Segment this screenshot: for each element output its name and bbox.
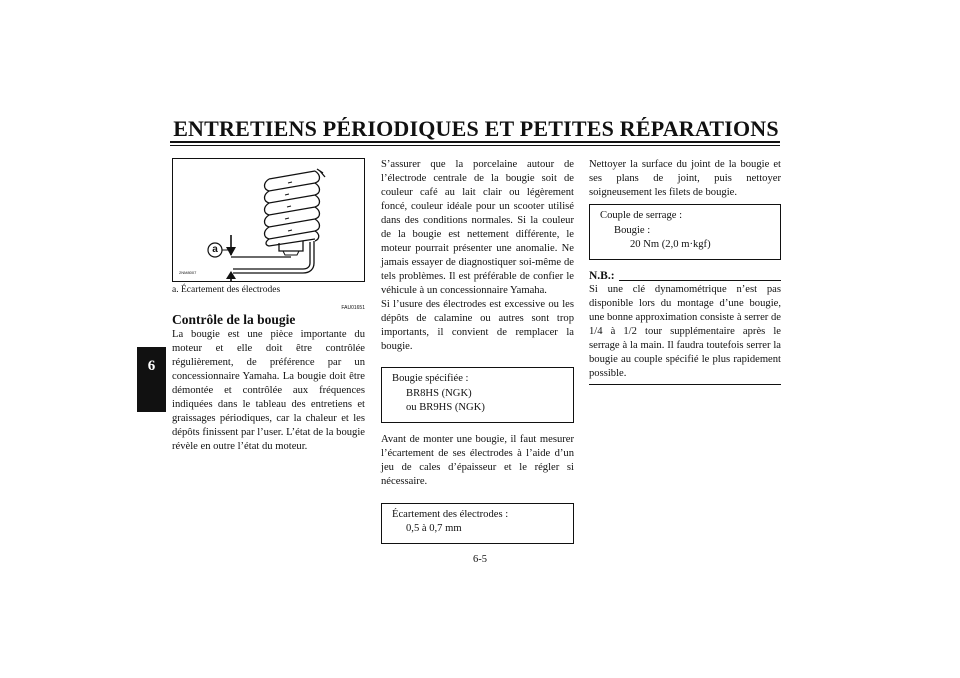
spec-plug-label: Bougie spécifiée : <box>392 373 469 384</box>
spec-box-plug <box>381 367 574 423</box>
section-ref-code: FAU01651 <box>341 305 365 311</box>
section-intro: La bougie est une pièce importante du moteur et elle doit être contrôlée régulièrement, de préférence par un concessionnaire Yamaha. La bougie doit être démontée et contrôlée aux fréquences indiquées dans le tableau des entretiens et graissages périodiques, car la chaleur et les dépôts finissent par l’user. L’état de la bougie révèle en outre l’état du moteur. <box>172 329 365 452</box>
section-title: Contrôle de la bougie <box>172 312 296 327</box>
paragraph-porcelain: S’assurer que la porcelaine autour de l’électrode centrale de la bougie soit de couleur café au lait clair ou légèrement foncé, couleur idéale pour un scooter utilisé dans des conditions normales. Si la couleur de la bougie est nettement différente, le moteur pourrait présenter une anomalie. Ne jamais essayer de diagnostiquer soi-même de tels problèmes. Il est préférable de confier le véhicule à un concessionnaire Yamaha. <box>381 159 574 296</box>
figure-callout: a <box>212 244 218 255</box>
note-label: N.B.: <box>589 269 615 282</box>
spec-box-torque <box>589 204 781 260</box>
paragraph-clean: Nettoyer la surface du joint de la bougie et ses plans de joint, puis nettoyer soigneusement les filets de bougie. <box>589 159 781 198</box>
page-number: 6-5 <box>473 554 487 565</box>
chapter-tab: 6 <box>137 347 166 412</box>
torque-item: Bougie : <box>614 224 651 236</box>
note-rule <box>619 280 781 281</box>
spec-gap-value: 0,5 à 0,7 mm <box>406 523 462 534</box>
header-rule-thin <box>170 145 780 146</box>
note-heading <box>589 270 781 283</box>
column-left <box>172 158 365 454</box>
column-right <box>589 158 781 385</box>
spec-gap-label: Écartement des électrodes : <box>392 508 509 520</box>
column-middle <box>381 158 574 544</box>
note-end-rule <box>589 384 781 385</box>
spark-plug-illustration <box>173 159 364 281</box>
paragraph-replace: Si l’usure des électrodes est excessive ou les dépôts de calamine ou autres sont trop importants, il convient de remplacer la bougie. <box>381 299 574 352</box>
figure-code: 2NM8007 <box>179 270 197 275</box>
header-rule <box>170 141 780 143</box>
spark-plug-figure <box>172 158 365 282</box>
figure-caption: a. Écartement des électrodes <box>172 285 281 295</box>
page-header: ENTRETIENS PÉRIODIQUES ET PETITES RÉPARATIONS <box>173 116 779 141</box>
torque-value: 20 Nm (2,0 m·kgf) <box>630 239 711 250</box>
spec-plug-value-1: BR8HS (NGK) <box>406 387 472 399</box>
spec-box-gap <box>381 503 574 544</box>
torque-label: Couple de serrage : <box>600 210 683 221</box>
paragraph-gap: Avant de monter une bougie, il faut mesurer l’écartement de ses électrodes à l’aide d’un jeu de cales d’épaisseur et le régler si nécessaire. <box>381 433 574 487</box>
spec-plug-value-2: ou BR9HS (NGK) <box>406 402 485 413</box>
note-text: Si une clé dynamométrique n’est pas disponible lors du montage d’une bougie, une bonne approximation consiste à serrer de 1/4 à 1/2 tour supplémentaire après le serrage à la main. Il faudra toutefois serrer la bougie au couple spécifié le plus rapidement possible. <box>589 283 781 379</box>
note-block <box>589 270 781 385</box>
